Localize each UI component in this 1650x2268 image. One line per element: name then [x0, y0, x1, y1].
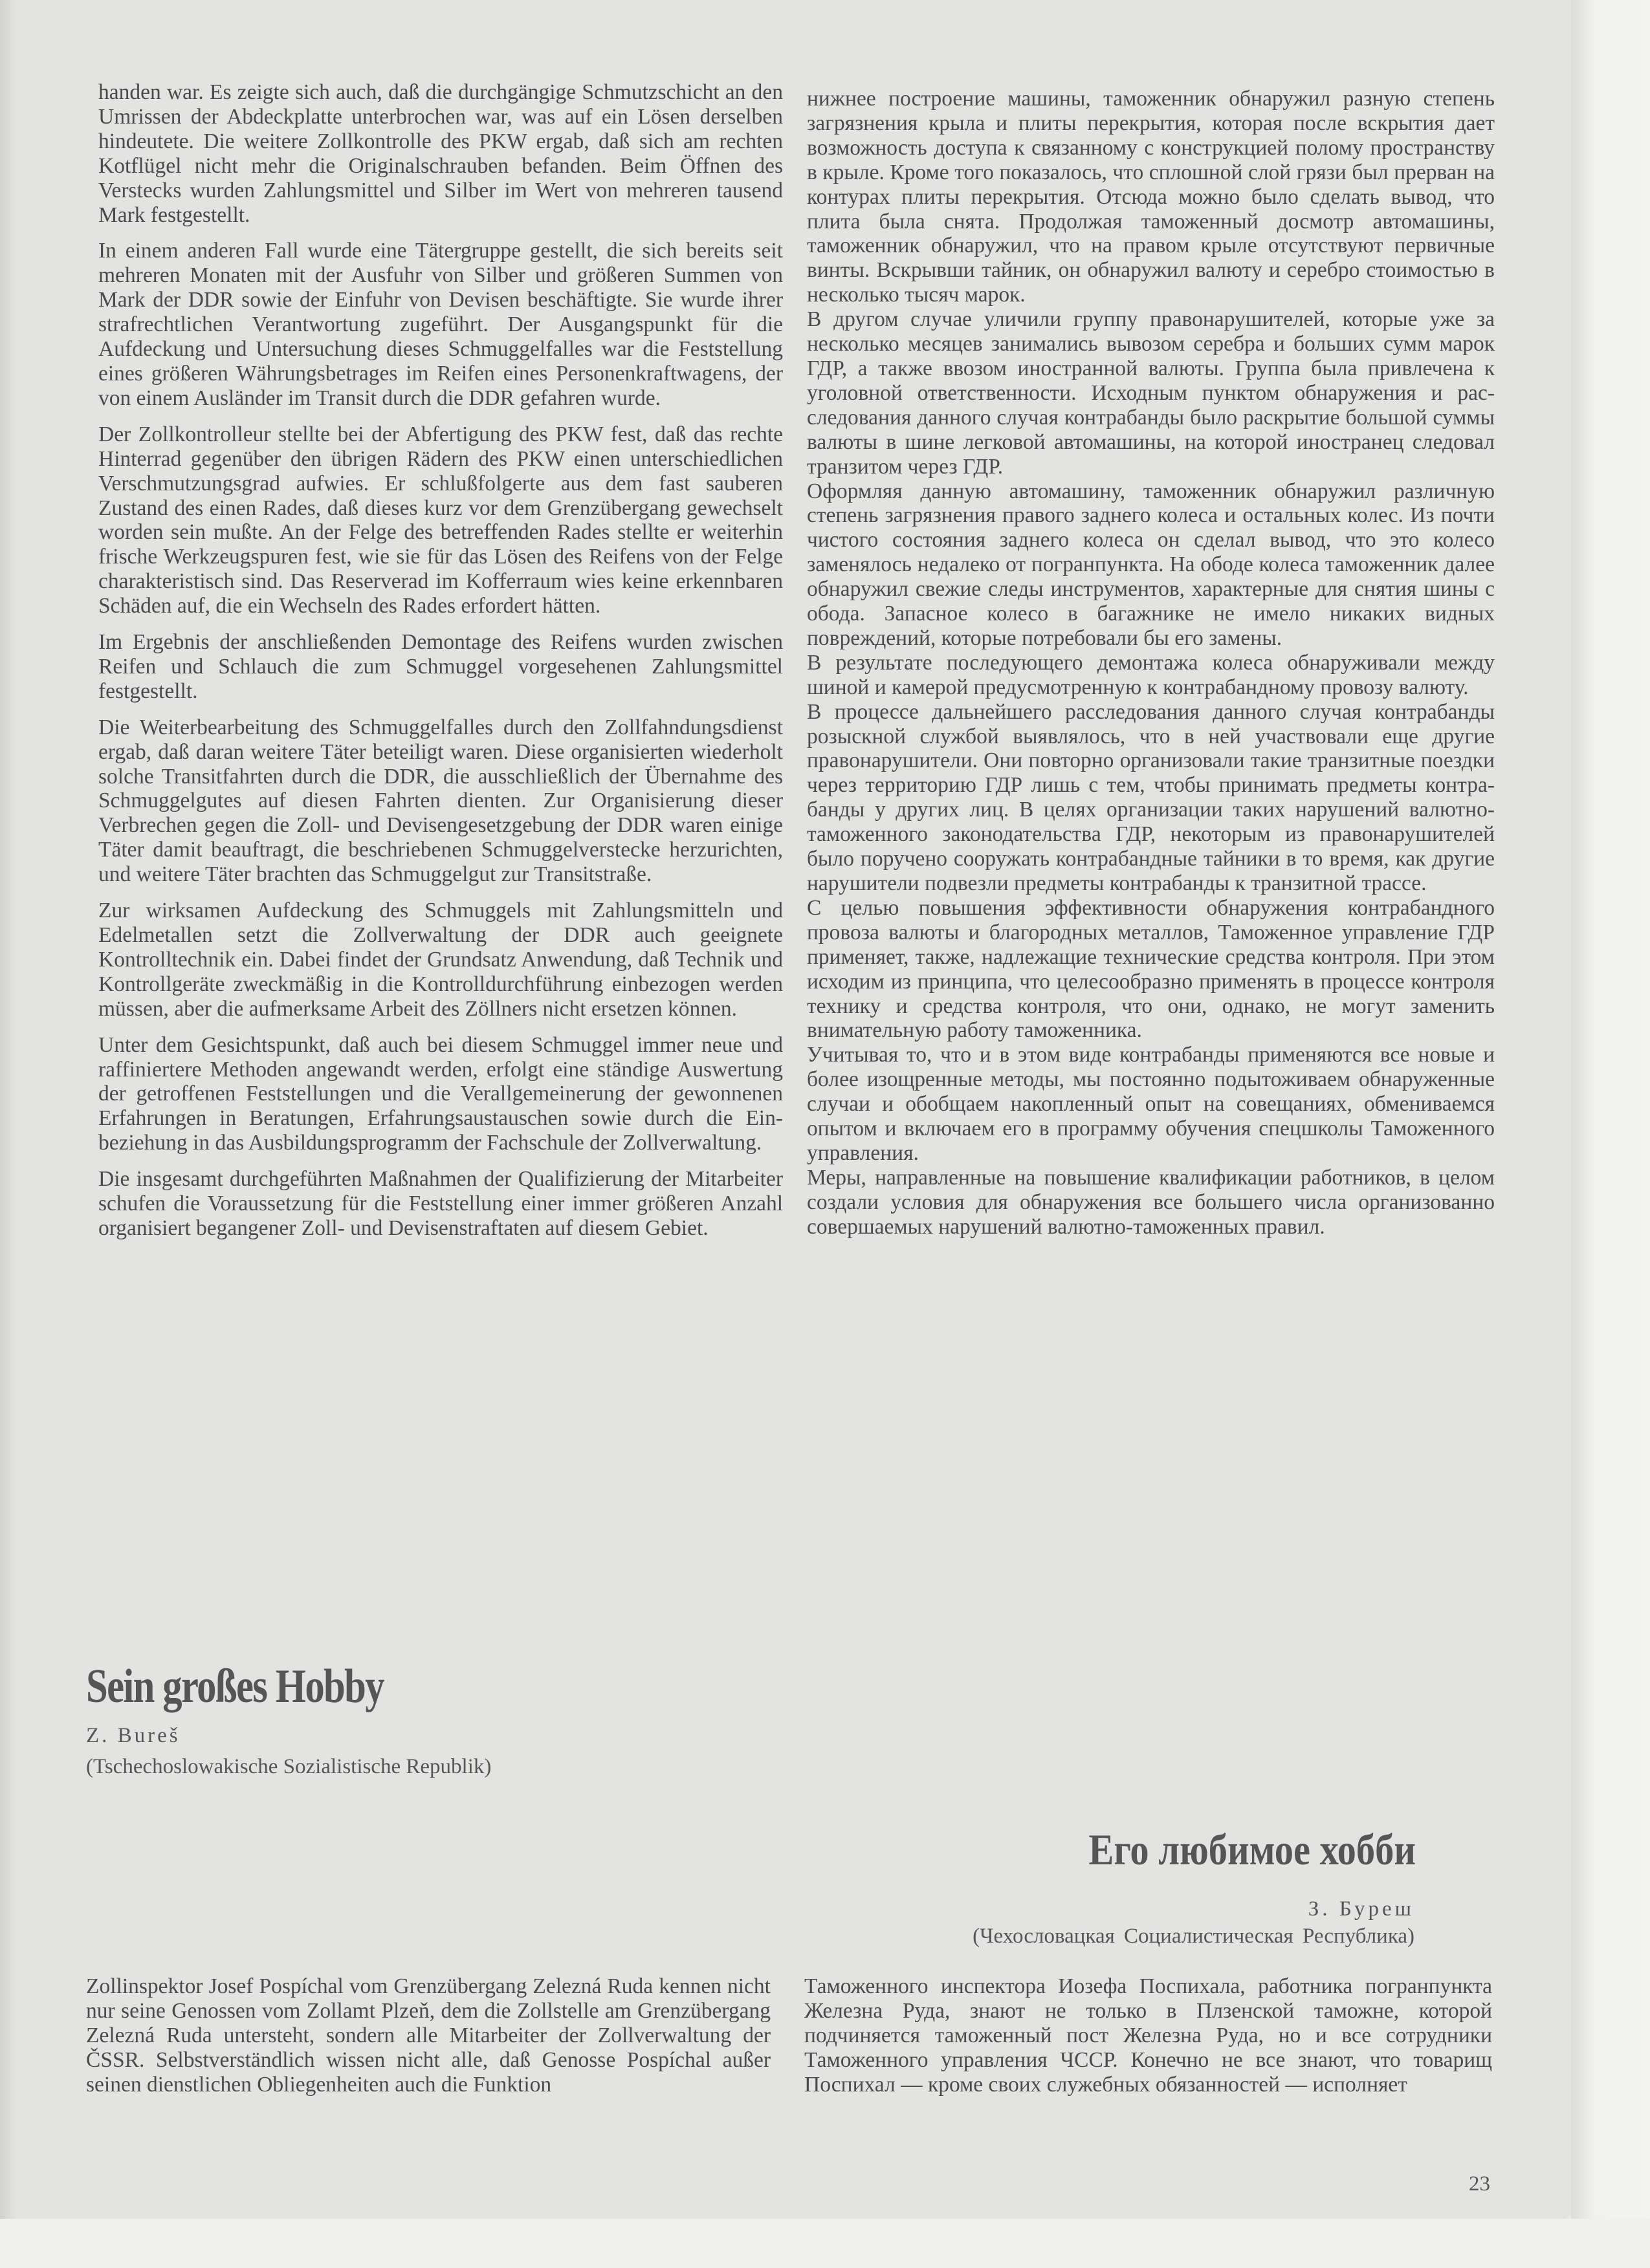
russian-paragraph: Меры, направленные на повышение квалификации работников, в целом создали условия для обнаружения все большего числа организованно совершаемых нарушений валютно-таможенных правил.: [807, 1165, 1495, 1239]
page-spine-shadow: [0, 0, 17, 2219]
russian-paragraph: В процессе дальнейшего расследования данного случая контрабанды розыскной службой выявлялось, что в ней участвовали еще другие правонарушители. Они повторно организовали такие транзитные поездки через территорию ГДР лишь с тем, чтобы принимать предметы контрабанды у других лиц. В целях организации таких нарушений валютно-таможенного законодательства ГДР, некоторым из правонарушителей было поручено сооружать контрабандные тайники в то время, как другие нарушители подвезли предметы контрабанды к транзитной трассе.: [807, 699, 1495, 895]
russian-hobby-column: [804, 1974, 1492, 2097]
russian-paragraph: Оформляя данную автомашину, таможенник обнаружил различную степень загрязнения правого заднего колеса и остальных колес. Из почти чистого состояния заднего колеса он сделал вывод, что это колесо заменялось недалеко от погранпункта. На ободе колеса таможенник далее обнаружил свежие следы инструментов, характерные для снятия шины с обода. Запасное колесо в багажнике не имело никаких видных повреждений, которые потребовали бы его замены.: [807, 479, 1495, 650]
russian-paragraph: В другом случае уличили группу правонарушителей, которые уже за несколько месяцев занимались вывозом серебра и больших сумм марок ГДР, а также ввозом иностранной валюты. Группа была привлечена к уголовной ответственности. Исходным пунктом обнаружения и расследования данного случая контрабанды было раскрытие большой суммы валюты в шине легковой автомашины, на которой иностранец следовал транзитом через ГДР.: [807, 307, 1495, 479]
russian-paragraph: нижнее построение машины, таможенник обнаружил разную степень загрязнения крыла и плиты перекрытия, которая после вскрытия дает возможность доступа к связанному с конструкцией полому пространству в крыле. Кроме того показалось, что сплошной слой грязи был прерван на контурах плиты перекрытия. Отсюда можно было сделать вывод, что плита была снята. Продолжая таможенный досмотр автомашины, таможенник обнаружил, что на правом крыле отсутствуют первичные винты. Вскрывши тайник, он обнаружил валюту и серебро стоимостью в несколько тысяч марок.: [807, 87, 1495, 307]
german-paragraph: handen war. Es zeigte sich auch, daß die durchgängige Schmutzschicht an den Umrissen der Abdeckplatte unterbrochen war, was auf ein Lösen derselben hindeutete. Die weitere Zollkontrolle des PKW ergab, daß sich am rechten Kotflügel nicht mehr die Originalschrauben befanden. Beim Öffnen des Verstecks wurden Zahlungsmittel und Silber im Wert von mehreren tausend Mark festgestellt.: [98, 80, 783, 227]
german-paragraph: Im Ergebnis der anschließenden Demontage des Reifens wurden zwischen Reifen und Schlauch die zum Schmuggel vorgesehenen Zahlungsmittel festgestellt.: [98, 630, 783, 703]
german-author: Z. Bureš: [86, 1724, 181, 1747]
german-country: (Tschechoslowakische Sozialistische Republik): [86, 1755, 492, 1778]
german-hobby-column: [86, 1974, 771, 2097]
russian-column-continued: [807, 87, 1495, 1239]
russian-author: З. Буреш: [1308, 1897, 1414, 1921]
german-paragraph: In einem anderen Fall wurde eine Tätergruppe gestellt, die sich bereits seit mehreren Monaten mit der Ausfuhr von Silber und größeren Summen von Mark der DDR sowie der Einfuhr von Devisen beschäftigte. Sie wurde ihrer strafrechtlichen Verantwortung zugeführt. Der Ausgangspunkt für die Aufdeckung und Untersuchung dieses Schmuggelfalles war die Feststellung eines größeren Währungsbetrages im Reifen eines Personenkraftwagens, der von einem Ausländer im Transit durch die DDR gefahren wurde.: [98, 239, 783, 410]
german-paragraph: Unter dem Gesichtspunkt, daß auch bei diesem Schmuggel immer neue und raffiniertere Methoden angewandt werden, erfolgt eine ständige Auswertung der getroffenen Feststellungen und die Verallgemeinerung der gewonnenen Erfahrungen in Beratungen, Erfahrungsaustauschen sowie durch die Einbeziehung in das Ausbildungsprogramm der Fachschule der Zollverwaltung.: [98, 1032, 783, 1155]
scan-background: [0, 2219, 1650, 2268]
german-column-continued: [98, 80, 783, 1241]
russian-paragraph: В результате последующего демонтажа колеса обнаруживали между шиной и камерой предусмотренную к контрабандному провозу валюту.: [807, 650, 1495, 699]
russian-paragraph: Таможенного инспектора Иозефа Поспихала, работника погранпункта Железна Руда, знают не только в Плзенской таможне, которой подчиняется таможенный пост Железна Руда, но и все сотрудники Таможенного управления ЧССР. Конечно не все знают, что товарищ Поспихал — кроме своих служебных обязанностей — исполняет: [804, 1974, 1492, 2097]
german-paragraph: Zollinspektor Josef Pospíchal vom Grenzübergang Zelezná Ruda kennen nicht nur seine Genossen vom Zollamt Plzeň, dem die Zollstelle am Grenzübergang Zelezná Ruda untersteht, sondern alle Mitarbeiter der Zollverwaltung der ČSSR. Selbstverständlich wissen nicht alle, daß Genosse Pospíchal außer seinen dienstlichen Obliegenheiten auch die Funktion: [86, 1974, 771, 2097]
german-paragraph: Die Weiterbearbeitung des Schmuggelfalles durch den Zollfahndungsdienst ergab, daß daran weitere Täter beteiligt waren. Diese organisierten wiederholt solche Transitfahrten durch die DDR, die ausschließlich der Übernahme des Schmuggelgutes auf diesen Fahrten dienten. Zur Organisierung dieser Verbrechen gegen die Zoll- und Devisengesetzgebung der DDR waren einige Täter damit beauftragt, die beschriebenen Schmuggelverstecke herzurichten, und weitere Täter brachten das Schmuggelgut zur Transitstraße.: [98, 715, 783, 887]
german-paragraph: Der Zollkontrolleur stellte bei der Abfertigung des PKW fest, daß das rechte Hinterrad gegenüber den übrigen Rädern des PKW einen unterschiedlichen Verschmutzungsgrad aufwies. Er schlußfolgerte aus dem fast sauberen Zustand des einen Rades, daß dieses kurz vor dem Grenzübergang gewechselt worden sein mußte. An der Felge des betreffenden Rades stellte er weiterhin frische Werkzeugspuren fest, wie sie für das Lösen des Reifens von der Felge charakteristisch sind. Das Reserverad im Kofferraum wies keine erkennbaren Schäden auf, die ein Wechseln des Rades erfordert hätten.: [98, 422, 783, 618]
page-number: 23: [1469, 2172, 1490, 2196]
german-paragraph: Die insgesamt durchgeführten Maßnahmen der Qualifizierung der Mitarbeiter schufen die Voraussetzung für die Feststellung einer immer größeren Anzahl organisiert begangener Zoll- und Devisenstraftaten auf diesem Gebiet.: [98, 1167, 783, 1240]
russian-article-title: Его любимое хобби: [1088, 1825, 1416, 1874]
russian-paragraph: Учитывая то, что и в этом виде контрабанды применяются все новые и более изощренные методы, мы постоянно подытоживаем обнаруженные случаи и обобщаем накопленный опыт на совещаниях, обмениваемся опытом и включаем его в программу обучения спецшколы Таможенного управления.: [807, 1043, 1495, 1165]
german-paragraph: Zur wirksamen Aufdeckung des Schmuggels mit Zahlungsmitteln und Edelmetallen setzt die Zollverwaltung der DDR auch geeignete Kontrolltechnik ein. Dabei findet der Grundsatz Anwendung, daß Technik und Kontrollgeräte zweckmäßig in die Kontrolldurchführung einbezogen werden müssen, aber die aufmerksame Arbeit des Zöllners nicht ersetzen können.: [98, 899, 783, 1021]
german-article-title: Sein großes Hobby: [86, 1660, 384, 1713]
next-page-edge: [1571, 0, 1650, 2268]
russian-paragraph: С целью повышения эффективности обнаружения контрабандного провоза валюты и благородных металлов, Таможенное управление ГДР применяет, также, надлежащие технические средства контроля. При этом исходим из принципа, что целесообразно применять в процессе контроля технику и средства контроля, что они, однако, не могут заменить внимательную работу таможенника.: [807, 895, 1495, 1043]
russian-country: (Чехословацкая Социалистическая Республика): [973, 1925, 1414, 1948]
